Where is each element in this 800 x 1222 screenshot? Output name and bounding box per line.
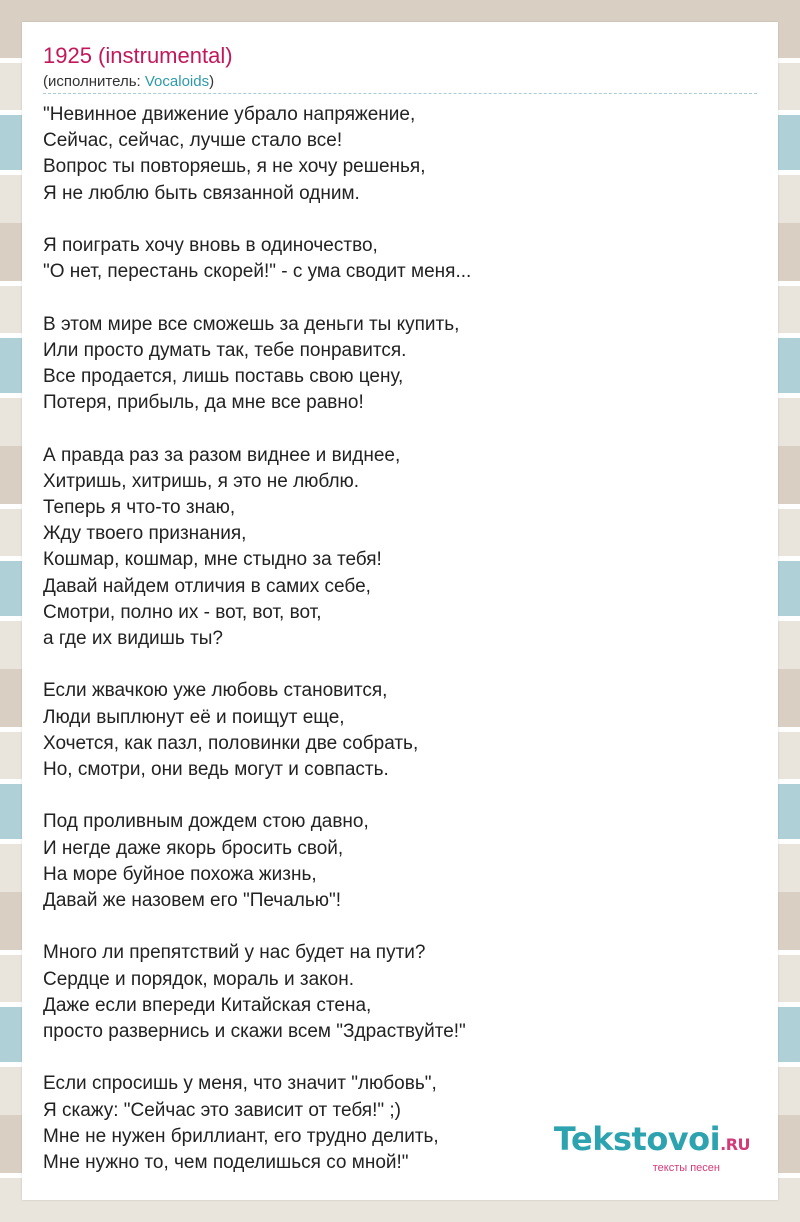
lyrics-line: На море буйное похожа жизнь, xyxy=(43,863,317,885)
lyrics-line: Давай найдем отличия в самих себе, xyxy=(43,575,371,597)
lyrics-line: И негде даже якорь бросить свой, xyxy=(43,837,344,859)
lyrics-stanza xyxy=(43,678,763,783)
lyrics-stanza xyxy=(43,233,763,285)
lyrics-stanza xyxy=(43,940,763,1045)
lyrics-line: Люди выплюнут её и поищут еще, xyxy=(43,706,345,728)
lyrics-line: Мне нужно то, чем поделишься со мной!" xyxy=(43,1152,409,1174)
lyrics-line: Если спросишь у меня, что значит "любовь", xyxy=(43,1073,437,1095)
lyrics-line: Я не люблю быть связанной одним. xyxy=(43,182,360,204)
lyrics-line: Сердце и порядок, мораль и закон. xyxy=(43,968,354,990)
title-divider xyxy=(43,93,757,94)
lyrics-line: Под проливным дождем стою давно, xyxy=(43,811,369,833)
lyrics-line: Я скажу: "Сейчас это зависит от тебя!" ;) xyxy=(43,1099,401,1121)
lyrics-stanza xyxy=(43,102,763,207)
lyrics-stanza xyxy=(43,809,763,914)
lyrics-line: Но, смотри, они ведь могут и совпасть. xyxy=(43,759,389,781)
lyrics-line: Жду твоего признания, xyxy=(43,523,247,545)
lyrics-line: "Невинное движение убрало напряжение, xyxy=(43,104,416,125)
lyrics-stanza xyxy=(43,443,763,653)
lyrics-line: А правда раз за разом виднее и виднее, xyxy=(43,444,401,466)
lyrics-line: Теперь я что-то знаю, xyxy=(43,497,236,518)
lyrics-line: Хочется, как пазл, половинки две собрать, xyxy=(43,732,419,754)
lyrics-line: Я поиграть хочу вновь в одиночество, xyxy=(43,235,378,256)
logo-name: Tekstovoi xyxy=(553,1120,721,1158)
lyrics-stanza xyxy=(43,312,763,417)
lyrics-line: Потеря, прибыль, да мне все равно! xyxy=(43,392,364,414)
lyrics-line: а где их видишь ты? xyxy=(43,628,223,650)
lyrics-line: Хитришь, хитришь, я это не люблю. xyxy=(43,470,360,492)
lyrics-line: Давай же назовем его "Печалью"! xyxy=(43,890,342,912)
logo-tld: .RU xyxy=(720,1135,750,1154)
artist-line xyxy=(43,72,214,92)
lyrics-line: Все продается, лишь поставь свою цену, xyxy=(43,366,404,387)
artist-prefix: (исполнитель: xyxy=(43,73,145,90)
lyrics-line: Даже если впереди Китайская стена, xyxy=(43,994,372,1016)
artist-suffix: ) xyxy=(209,73,215,90)
lyrics-text xyxy=(43,102,763,1202)
artist-link[interactable]: Vocaloids xyxy=(144,73,210,90)
lyrics-line: Вопрос ты повторяешь, я не хочу решенья, xyxy=(43,156,426,178)
lyrics-line: "О нет, перестань скорей!" - с ума сводит меня... xyxy=(43,261,472,283)
lyrics-line: просто развернись и скажи всем "Здраствуйте!" xyxy=(43,1021,466,1043)
lyrics-card xyxy=(22,22,778,1200)
logo-tagline: тексты песен xyxy=(652,1162,720,1174)
lyrics-line: Сейчас, сейчас, лучше стало все! xyxy=(43,130,343,152)
site-logo[interactable] xyxy=(554,1122,750,1174)
lyrics-line: Кошмар, кошмар, мне стыдно за тебя! xyxy=(43,549,382,571)
lyrics-line: Много ли препятствий у нас будет на пути? xyxy=(43,942,426,964)
song-title: 1925 (instrumental) xyxy=(43,43,233,68)
lyrics-line: Смотри, полно их - вот, вот, вот, xyxy=(43,601,322,623)
lyrics-line: Или просто думать так, тебе понравится. xyxy=(43,339,407,361)
lyrics-line: Если жвачкою уже любовь становится, xyxy=(43,680,388,702)
lyrics-line: В этом мире все сможешь за деньги ты купить, xyxy=(43,313,460,335)
lyrics-line: Мне не нужен бриллиант, его трудно делить, xyxy=(43,1125,439,1147)
